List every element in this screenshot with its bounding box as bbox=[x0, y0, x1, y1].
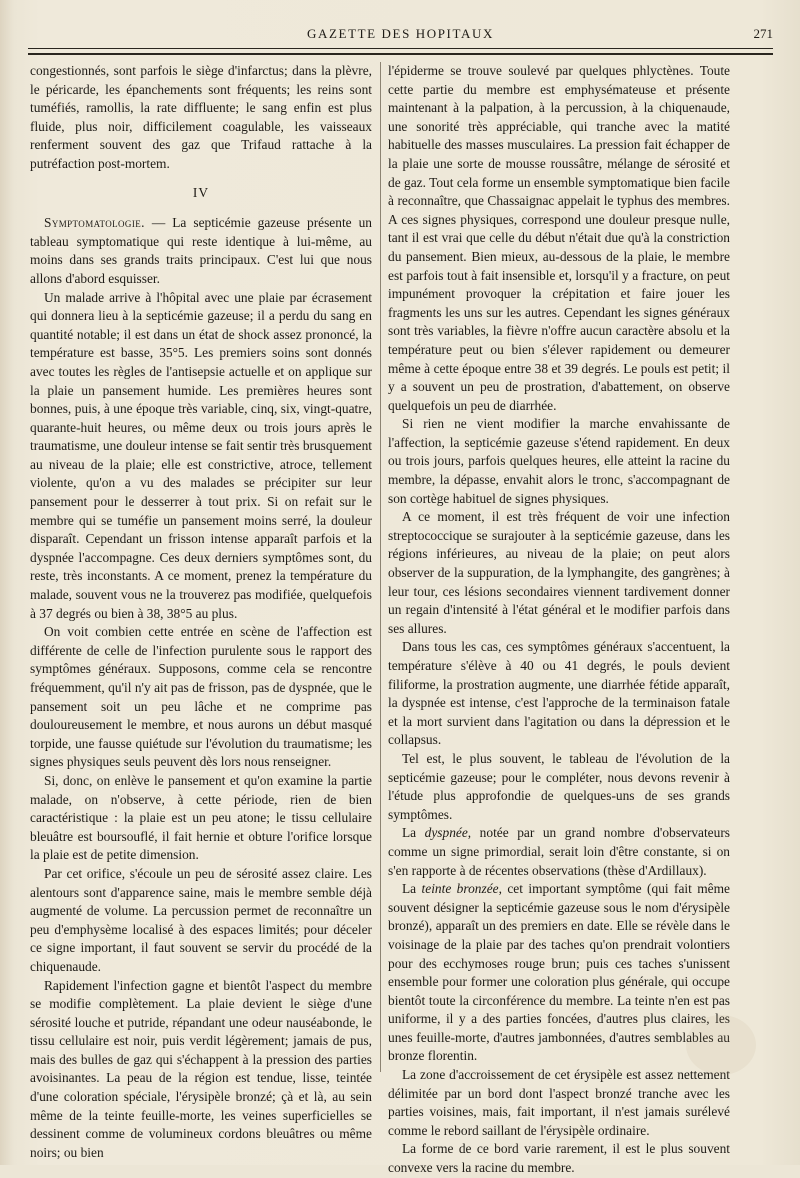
paragraph: l'épiderme se trouve soulevé par quelques phlyctènes. Toute cette partie du membre est emphysémateuse et présente maintenant à la palpation, à la percussion, à la chiquenaude, une sonorité très appréciable, qui tranche avec la matité habituelle des masses musculaires. La pression fait échapper de la plaie une sorte de mousse roussâtre, mélange de sérosité et de gaz. Tout cela forme un ensemble symptomatique bien facile à reconnaître, que Chassaignac appelait le typhus des membres. A ces signes physiques, correspond une douleur presque nulle, tant il est vrai que celle du début n'était due qu'à la constriction du pansement. Bien mieux, au-dessous de la plaie, le membre est parfois tout à fait insensible et, lorsqu'il y a fracture, on peut impunément provoquer la crépitation et faire jouer les fragments les uns sur les autres. Cependant les signes généraux sont très variables, la fièvre n'offre aucun caractère absolu et la température peut ou bien s'élever rapidement ou demeurer même à cette époque entre 38 et 39 degrés. Le pouls est petit; il y a souvent un peu de prostration, d'abattement, on observe quelquefois un peu de diarrhée. bbox=[388, 63, 730, 413]
paragraph: A ce moment, il est très fréquent de voir une infection streptococcique se surajouter à la septicémie gazeuse, dans les régions inférieures, au niveau de la plaie; on peut alors observer de la suppuration, de la lymphangite, des gangrènes; à leur tour, ces lésions secondaires viennent tardivement donner un regain d'intensité à l'état général et le modifier parfois dans ses allures. bbox=[388, 509, 730, 636]
paragraph bbox=[388, 824, 730, 880]
paragraph-text: , cet important symptôme (qui fait même souvent désigner la septicémie gazeuse sous le nom d'érysipèle bronzé), apparaît un des premiers en date. Elle se révèle dans le voisinage de la plaie par des taches qu'on prendrait volontiers pour des ecchymoses rouge brun; puis ces taches s'unissent ensemble pour former une coloration plus générale, qui occupe bientôt toute la circonférence du membre. La teinte n'en est pas uniforme, il y a des parties foncées, d'autres plus claires, les unes feuille-morte, d'autres jambonnées, d'autres semblables au bronze florentin. bbox=[388, 881, 730, 1064]
left-column bbox=[30, 62, 372, 1162]
column-divider bbox=[380, 62, 381, 1072]
paragraph: Dans tous les cas, ces symptômes généraux s'accentuent, la température s'élève à 40 ou 41 degrés, le pouls devient filiforme, la prostration augmente, une diarrhée fétide apparaît, la dyspnée est intense, c'est l'approche de la terminaison fatale et la mort survient dans l'agitation ou dans la dépression et le collapsus. bbox=[388, 639, 730, 748]
paragraph: Tel est, le plus souvent, le tableau de l'évolution de la septicémie gazeuse; pour le compléter, nous devons revenir à l'étude plus approfondie de quelques-uns de ses grands symptômes. bbox=[388, 750, 730, 822]
paragraph: congestionnés, sont parfois le siège d'infarctus; dans la plèvre, le péricarde, les épanchements sont fréquents; les reins sont tuméfiés, ramollis, la rate diffluente; le sang enfin est plus fluide, plus noir, difficilement coagulable, les vaisseaux renferment souvent des gaz que Trifaud rattache à la putréfaction post-mortem. bbox=[30, 63, 372, 171]
paragraph: Si, donc, on enlève le pansement et qu'on examine la partie malade, on n'observe, à cette période, rien de bien caractéristique : la plaie est un peu atone; le tissu cellulaire bleuâtre est boursouflé, il fait hernie et obture l'orifice lorsque la plaie est de petite dimension. bbox=[30, 772, 372, 863]
page-header bbox=[28, 26, 773, 46]
header-rule-thick bbox=[28, 53, 773, 55]
paragraph-text: La bbox=[402, 825, 425, 841]
paragraph-text: — La septicémie gazeuse présente un tableau symptomatique qui reste identique à lui-même, au moins dans ses grands traits principaux. C'est lui que nous allons d'abord esquisser. bbox=[30, 215, 372, 286]
paragraph: La zone d'accroissement de cet érysipèle est assez nettement délimitée par un bord dont l'aspect bronzé tranche avec les parties voisines, mais, fait important, il n'est jamais surélevé comme le rebord saillant de l'érysipèle ordinaire. bbox=[388, 1067, 730, 1138]
paragraph bbox=[30, 214, 372, 288]
paragraph: Si rien ne vient modifier la marche envahissante de l'affection, la septicémie gazeuse s'étend rapidement. En deux ou trois jours, parfois quelques heures, elle atteint la racine du membre, la dépasse, envahit alors le tronc, s'accompagnant de son cortège habituel de signes physiques. bbox=[388, 416, 730, 506]
running-title: GAZETTE DES HOPITAUX bbox=[307, 26, 494, 41]
section-lead: Symptomatologie. bbox=[44, 215, 145, 231]
page-number: 271 bbox=[753, 26, 773, 41]
paragraph-text: La bbox=[402, 881, 422, 897]
emphasis-term: dyspnée bbox=[424, 825, 468, 841]
right-column bbox=[388, 62, 730, 1178]
paragraph: Un malade arrive à l'hôpital avec une plaie par écrasement qui donnera lieu à la septicémie gazeuse; il a perdu du sang en quantité notable; il est dans un état de shock assez prononcé, la température est basse, 35°5. Les premiers soins sont donnés avec toutes les règles de l'antisepsie actuelle et on applique sur la plaie un pansement humide. Les premières heures sont bonnes, puis, à une époque très variable, cinq, six, vingt-quatre, quarante-huit heures, ou même deux ou trois jours après le traumatisme, une douleur intense se fait sentir très brusquement au niveau de la plaie; elle est constrictive, atroce, tellement violente, qu'on a vu des malades se précipiter sur leur pansement pour le desserrer à tout prix. Si on refait sur le membre qui se tuméfie un pansement moins serré, la douleur disparaît. Cependant un frisson intense apparaît parfois et la dyspnée l'accompagne. Ces deux derniers symptômes sont, du reste, très inconstants. A ce moment, prenez la température du malade, souvent vous ne la trouverez pas modifiée, quelquefois à 37 degrés ou bien à 38, 38°5 au plus. bbox=[30, 289, 372, 621]
emphasis-term: teinte bronzée bbox=[421, 881, 499, 897]
section-heading: IV bbox=[192, 184, 210, 200]
paragraph: Rapidement l'infection gagne et bientôt l'aspect du membre se modifie complètement. La plaie devient le siège d'une sérosité louche et putride, répandant une odeur nauséabonde, le tissu cellulaire est noir, puis verdit légèrement; jamais de pus, mais des bulles de gaz qui s'échappent à la pression des parties avoisinantes. La peau de la région est tendue, lisse, teintée d'une coloration spéciale, l'érysipèle bronzé; çà et là, au sein même de la teinte feuille-morte, les veines superficielles se dessinent comme de volumineux cordons bleuâtres ou même noirs; ou bien bbox=[30, 977, 372, 1160]
paragraph: Par cet orifice, s'écoule un peu de sérosité assez claire. Les alentours sont d'apparence saine, mais le membre semble déjà augmenté de volume. La percussion permet de reconnaître un peu d'emphysème localisé à des espaces limités; pour déceler ce signe important, il faut souvent se servir du procédé de la chiquenaude. bbox=[30, 865, 372, 974]
header-rule-thin bbox=[28, 48, 773, 49]
paragraph: La forme de ce bord varie rarement, il est le plus souvent convexe vers la racine du membre. bbox=[388, 1141, 730, 1176]
paragraph bbox=[388, 880, 730, 1066]
paragraph: On voit combien cette entrée en scène de l'affection est différente de celle de l'infection purulente sous le rapport des symptômes généraux. Supposons, comme cela se rencontre fréquemment, qu'il n'y ait pas de frisson, pas de dyspnée, que le pansement soit un peu lâche et ne comprime pas douloureusement le membre, et nous aurons un début masqué torpide, une fausse quiétude sur l'évolution du traumatisme; les signes physiques seuls peuvent dès lors nous renseigner. bbox=[30, 624, 372, 770]
paper-stain bbox=[686, 1015, 756, 1075]
paragraph-text: , notée par un grand nombre d'observateurs comme un signe primordial, serait loin d'être constante, si on s'en rapporte à de récentes observations (thèse d'Ardillaux). bbox=[388, 825, 730, 878]
